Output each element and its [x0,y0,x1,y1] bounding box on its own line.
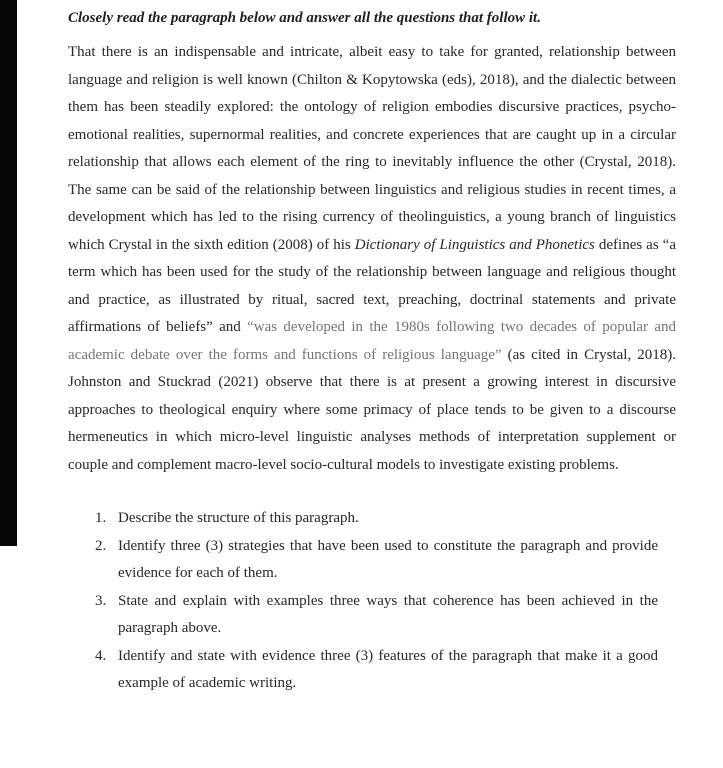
paragraph-segment: “was developed in the 1980s following two decades of popular and academic debate over the forms and functions of religious language” [68,319,676,363]
question-number: 4. [95,647,107,664]
question-text: Identify and state with evidence three (3) features of the paragraph that make it a good example of academic writing. [118,647,658,691]
questions-list [95,505,658,698]
instruction-line: Closely read the paragraph below and answer all the questions that follow it. [68,10,541,26]
paragraph-segment: defines as “a term which has been used for the study of the relationship between language and religious thought and practice, as illustrated by ritual, sacred text, preaching, doctrinal statements and private affirmations of beliefs” and [68,236,676,335]
question-item [95,505,658,533]
question-item [95,588,658,643]
question-number: 1. [95,510,107,526]
reading-paragraph [68,39,676,479]
question-number: 2. [95,537,107,554]
question-item [95,533,658,588]
paragraph-segment: (as cited in Crystal, 2018). Johnston and Stuckrad (2021) observe that there is at present a growing interest in discursive approaches to theological enquiry where some primacy of place tends to be given to a discourse hermeneutics in which micro-level linguistic analyses methods of interpretation supplement or couple and complement macro-level socio-cultural models to investigate existing problems. [68,346,676,473]
scan-edge-artifact [0,0,17,546]
question-item [95,643,658,698]
document-content [68,8,676,698]
paragraph-segment: That there is an indispensable and intricate, albeit easy to take for granted, relationship between language and religion is well known (Chilton & Kopytowska (eds), 2018), and the dialectic between them has been steadily explored: the ontology of religion embodies discursive practices, psycho-emotional realities, supernormal realities, and concrete experiences that are caught up in a circular relationship that allows each element of the ring to inevitably influence the other (Crystal, 2018). The same can be said of the relationship between linguistics and religious studies in recent times, a development which has led to the rising currency of theolinguistics, a young branch of linguistics which Crystal in the sixth edition (2008) of his [68,44,676,253]
question-text: State and explain with examples three ways that coherence has been achieved in the paragraph above. [118,592,658,636]
paragraph-segment: Dictionary of Linguistics and Phonetics [354,236,595,253]
question-text: Describe the structure of this paragraph. [118,510,359,526]
question-number: 3. [95,592,107,609]
question-text: Identify three (3) strategies that have been used to constitute the paragraph and provide evidence for each of them. [118,537,658,581]
